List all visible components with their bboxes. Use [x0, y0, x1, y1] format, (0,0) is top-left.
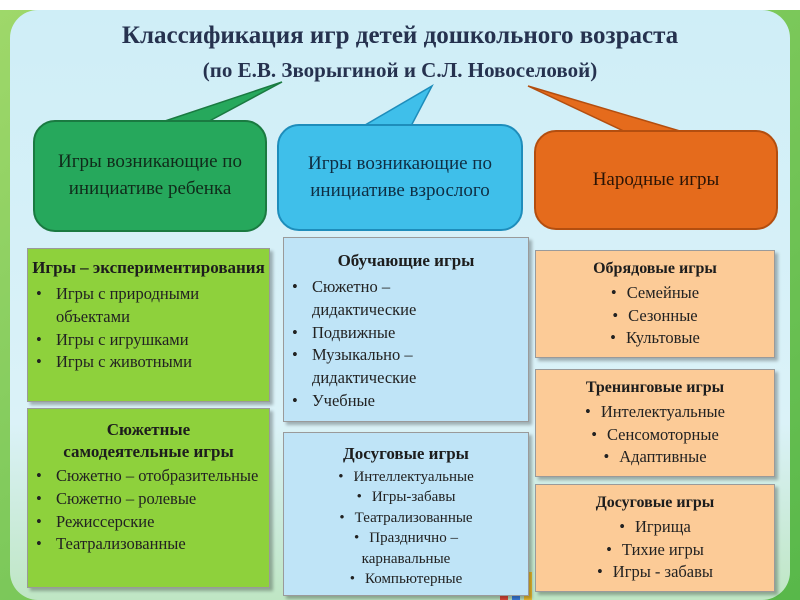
callout-adult-initiative: Игры возникающие по инициативе взрослого — [277, 124, 523, 231]
item-list — [536, 401, 774, 469]
box-leisure-games-folk — [535, 484, 775, 592]
list-item: • Игры с игрушками — [28, 329, 269, 352]
list-item: • Театрализованные — [28, 533, 269, 556]
box-ritual-games — [535, 250, 775, 358]
list-item: • Игры с природными объектами — [28, 283, 269, 329]
list-item: • Сюжетно – дидактические — [284, 276, 528, 322]
list-item: • Культовые — [536, 327, 774, 350]
box-experiment-games — [27, 248, 270, 402]
box-title: Обрядовые игры — [593, 260, 717, 277]
item-list — [536, 282, 774, 350]
callout-folk-games: Народные игры — [534, 130, 778, 230]
box-plot-games — [27, 408, 270, 588]
list-item: • Игры-забавы — [284, 487, 528, 507]
list-item: • Интеллектуальные — [284, 467, 528, 487]
list-item: • Семейные — [536, 282, 774, 305]
box-title: Досуговые игры — [343, 444, 469, 463]
box-title: Обучающие игры — [337, 251, 475, 270]
box-teaching-games — [283, 237, 529, 422]
item-list — [284, 467, 528, 589]
box-training-games — [535, 369, 775, 477]
box-title: Тренинговые игры — [585, 379, 725, 396]
box-title: Игры – экспериментирования — [32, 258, 265, 277]
callout-child-initiative: Игры возникающие по инициативе ребенка — [33, 120, 267, 232]
item-list — [284, 276, 528, 413]
list-item: • Игры с животными — [28, 351, 269, 374]
box-title: Сюжетные самодеятельные игры — [63, 420, 234, 462]
list-item: • Подвижные — [284, 322, 528, 345]
list-item: • Празднично – карнавальные — [284, 528, 528, 569]
list-item: • Сенсомоторные — [536, 424, 774, 447]
item-list — [28, 465, 269, 556]
list-item: • Режиссерские — [28, 511, 269, 534]
page-subtitle: (по Е.В. Зворыгиной и С.Л. Новоселовой) — [202, 58, 598, 82]
list-item: • Учебные — [284, 390, 528, 413]
list-item: • Музыкально – дидактические — [284, 344, 528, 390]
list-item: • Компьютерные — [284, 569, 528, 589]
item-list — [536, 516, 774, 584]
list-item: • Сюжетно – отобразительные — [28, 465, 269, 488]
list-item: • Игры - забавы — [536, 561, 774, 584]
list-item: • Тихие игры — [536, 539, 774, 562]
list-item: • Сюжетно – ролевые — [28, 488, 269, 511]
box-leisure-games-adult — [283, 432, 529, 596]
box-title: Досуговые игры — [595, 494, 715, 511]
list-item: • Игрища — [536, 516, 774, 539]
list-item: • Театрализованные — [284, 508, 528, 528]
list-item: • Адаптивные — [536, 446, 774, 469]
item-list — [28, 283, 269, 374]
list-item: • Сезонные — [536, 305, 774, 328]
page-title: Классификация игр детей дошкольного возраста — [121, 22, 679, 49]
list-item: • Интелектуальные — [536, 401, 774, 424]
